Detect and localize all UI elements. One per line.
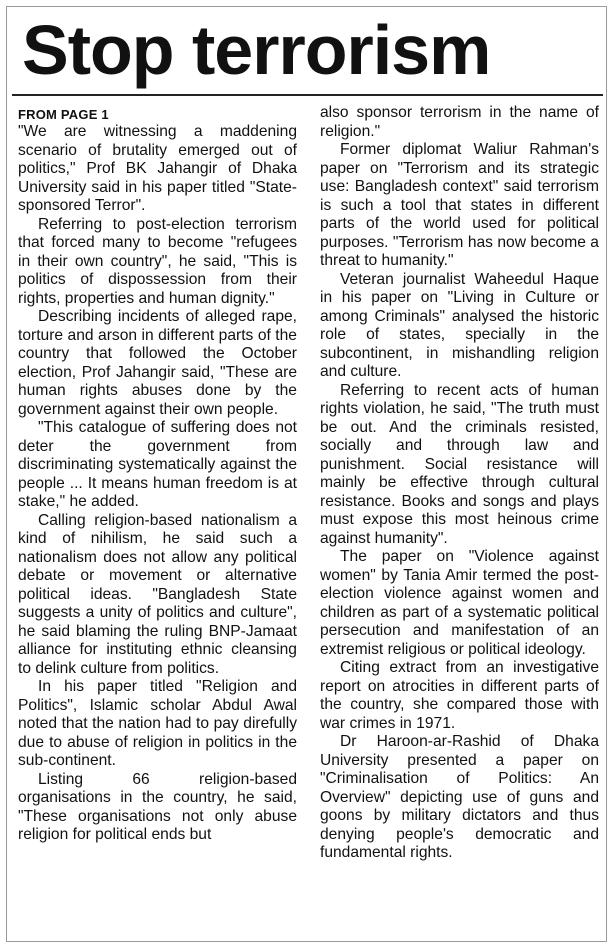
paragraph: The paper on "Violence against women" by Tania Amir termed the post-election violence against women and children as part of a systematic political persecution and manifestation of an extremist religious or political ideology. [320,548,599,658]
paragraph: Dr Haroon-ar-Rashid of Dhaka University presented a paper on "Criminalisation of Politics: An Overview" depicting use of guns and goons by military dictators and thus denying people's democratic and fundamental rights. [320,733,599,861]
paragraph: "We are witnessing a maddening scenario of brutality emerged out of politics," Prof BK Jahangir of Dhaka University said in his paper titled "State-sponsored Terror". [18,123,297,214]
paragraph: Calling religion-based nationalism a kind of nihilism, he said such a nationalism does not allow any political debate or movement or alternative political ideas. "Bangladesh State suggests a unity of politics and culture", he said blaming the ruling BNP-Jamaat alliance for instituting ethnic cleansing to delink culture from politics. [18,511,297,677]
paragraph: Citing extract from an investigative report on atrocities in different parts of the country, she compared those with war crimes in 1971. [320,659,599,732]
paragraph: also sponsor terrorism in the name of religion." [320,104,599,140]
paragraph: Referring to recent acts of human rights violation, he said, "The truth must be out. And the criminals resisted, socially and through law and punishment. Social resistance will mainly be effective through cultural resistance. Books and songs and plays must expose this most heinous crime against humanity". [320,381,599,547]
paragraph: In his paper titled "Religion and Politics", Islamic scholar Abdul Awal noted that the nation had to pay direfully due to abuse of religion in politics in the sub-continent. [18,678,297,769]
paragraph: Describing incidents of alleged rape, torture and arson in different parts of the country that followed the October election, Prof Jahangir said, "These are human rights abuses done by the government against their own people. [18,308,297,418]
paragraph: Veteran journalist Waheedul Haque in his paper on "Living in Culture or among Criminals" analysed the historic role of states, specially in the subcontinent, in mishandling religion and culture. [320,270,599,380]
headline: Stop terrorism [22,11,491,89]
paragraph: Listing 66 religion-based organisations in the country, he said, "These organisations not only abuse religion for political ends but [18,770,297,843]
headline-rule [12,94,603,96]
paragraph: Former diplomat Waliur Rahman's paper on "Terrorism and its strategic use: Bangladesh context" said terrorism is such a tool that states in different parts of the world used for political purposes. "Terrorism has now become a threat to humanity." [320,141,599,269]
paragraph: Referring to post-election terrorism that forced many to become "refugees in their own country", he said, "This is politics of dispossession from their rights, properties and human dignity." [18,215,297,307]
paragraph: "This catalogue of suffering does not deter the government from discriminating systematically against the people ... It means human freedom is at stake," he added. [18,419,297,510]
article-column-left [18,106,297,845]
article-column-right [320,104,599,863]
kicker: FROM PAGE 1 [18,107,109,122]
